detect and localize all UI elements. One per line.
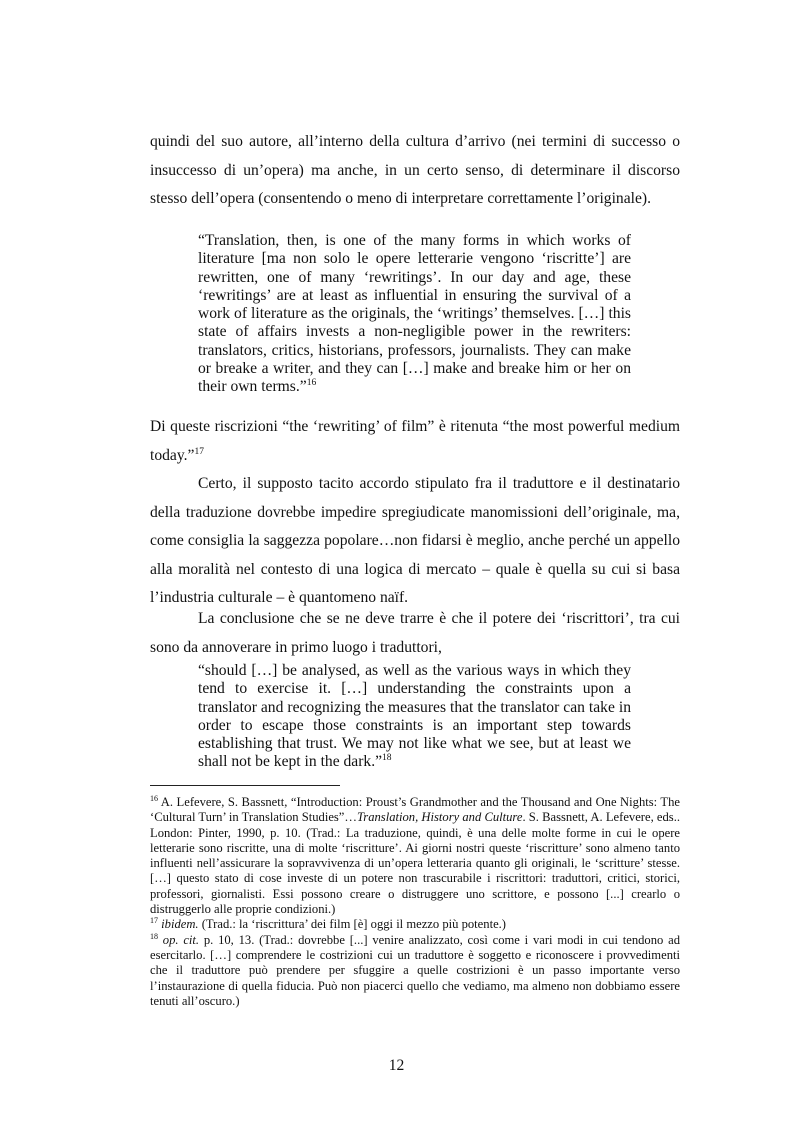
paragraph-2: Di queste riscrizioni “the ‘rewriting’ of film” è ritenuta “the most powerful medium today.”$^{17}$ — [150, 418, 680, 464]
footnote-ref-17: 17 — [194, 446, 204, 457]
paragraph-1: quindi del suo autore, all’interno della cultura d’arrivo (nei termini di successo o insuccesso di un’opera) ma anche, in un certo senso, di determinare il discorso stesso dell’opera (consentendo o meno di interpretare correttamente l’originale). — [150, 133, 680, 207]
footnote-17: $^{17}$ ibidem. (Trad.: la ‘riscrittura’ dei film [è] oggi il mezzo più potente.) — [150, 916, 506, 932]
paragraph-3: Certo, il supposto tacito accordo stipulato fra il traduttore e il destinatario della traduzione dovrebbe impedire spregiudicate manomissioni dell’originale, ma, come consiglia la saggezza popolare…non fidarsi è meglio, anche perché un appello alla moralità nel contesto di una logica di mercato – quale è quella su cui si basa l’industria culturale – è quantomeno naïf. — [150, 475, 680, 606]
footnote-ref-16: 16 — [306, 378, 317, 389]
footnote-16: $^{16}$ A. Lefevere, S. Bassnett, “Introduction: Proust’s Grandmother and the Thousand and One Nights: The ‘Cultural Turn’ in Translation Studies”…Translation, History and Culture. S. Bassnett, A. Lefevere, eds.. London: Pinter, 1990, p. 10. (Trad.: La traduzione, quindi, è una delle molte forme in cui le opere letterarie sono riscritte, una di molte ‘riscritture’. Ai giorni nostri queste ‘riscritture’ sono almeno tanto influenti nell’assicurare la sopravvivenza di un’opera letteraria quanto gli originali, le ‘scritture’ stesse. […] questo stato di cose investe di un potere non trascurabile i riscrittori: traduttori, critici, storici, professori, giornalisti. Essi possono creare o distruggere uno scrittore, e possono [...] crearlo o distruggerlo alle proprie condizioni.) — [150, 793, 680, 917]
footnote-18: $^{18}$ op. cit. p. 10, 13. (Trad.: dovrebbe [...] venire analizzato, così come i vari modi in cui tendono ad esercitarlo. […] comprendere le costrizioni cui un traduttore è soggetto e riconoscere i provvedimenti che il traduttore può prendere per sfuggire a quelle costrizioni è un passo importante verso l’instaurazione di quella fiducia. Può non piacerci quello che vediamo, ma almeno non dobbiamo essere tenuti all’oscuro.) — [150, 931, 680, 1008]
footnote-separator — [150, 785, 340, 786]
page-number: 12 — [388, 1057, 405, 1074]
footnote-ref-18: 18 — [382, 753, 392, 764]
block-quote-2: “should […] be analysed, as well as the various ways in which they tend to exercise it. […] understanding the constraints upon a translator and recognizing the measures that the translator can take in order to escape those constraints is an important step towards establishing that trust. We may not like what we see, but at least we shall not be kept in the dark.”$^{18}$ — [198, 662, 631, 771]
paragraph-4: La conclusione che se ne deve trarre è che il potere dei ‘riscrittori’, tra cui sono da annoverare in primo luogo i traduttori, — [150, 610, 680, 656]
footnotes — [150, 795, 680, 1009]
block-quote-1: “Translation, then, is one of the many forms in which works of literature [ma non solo le opere letterarie vengono ‘riscritte’] are rewritten, one of many ‘rewritings’. In our day and age, these ‘rewritings’ are at least as influential in ensuring the survival of a work of literature as the originals, the ‘writings’ themselves. […] this state of affairs invests a non-negligible power in the rewriters: translators, critics, historians, professors, journalists. They can make or breake a writer, and they can […] make and breake him or her on their own terms.”$^{16}$ — [198, 232, 631, 396]
